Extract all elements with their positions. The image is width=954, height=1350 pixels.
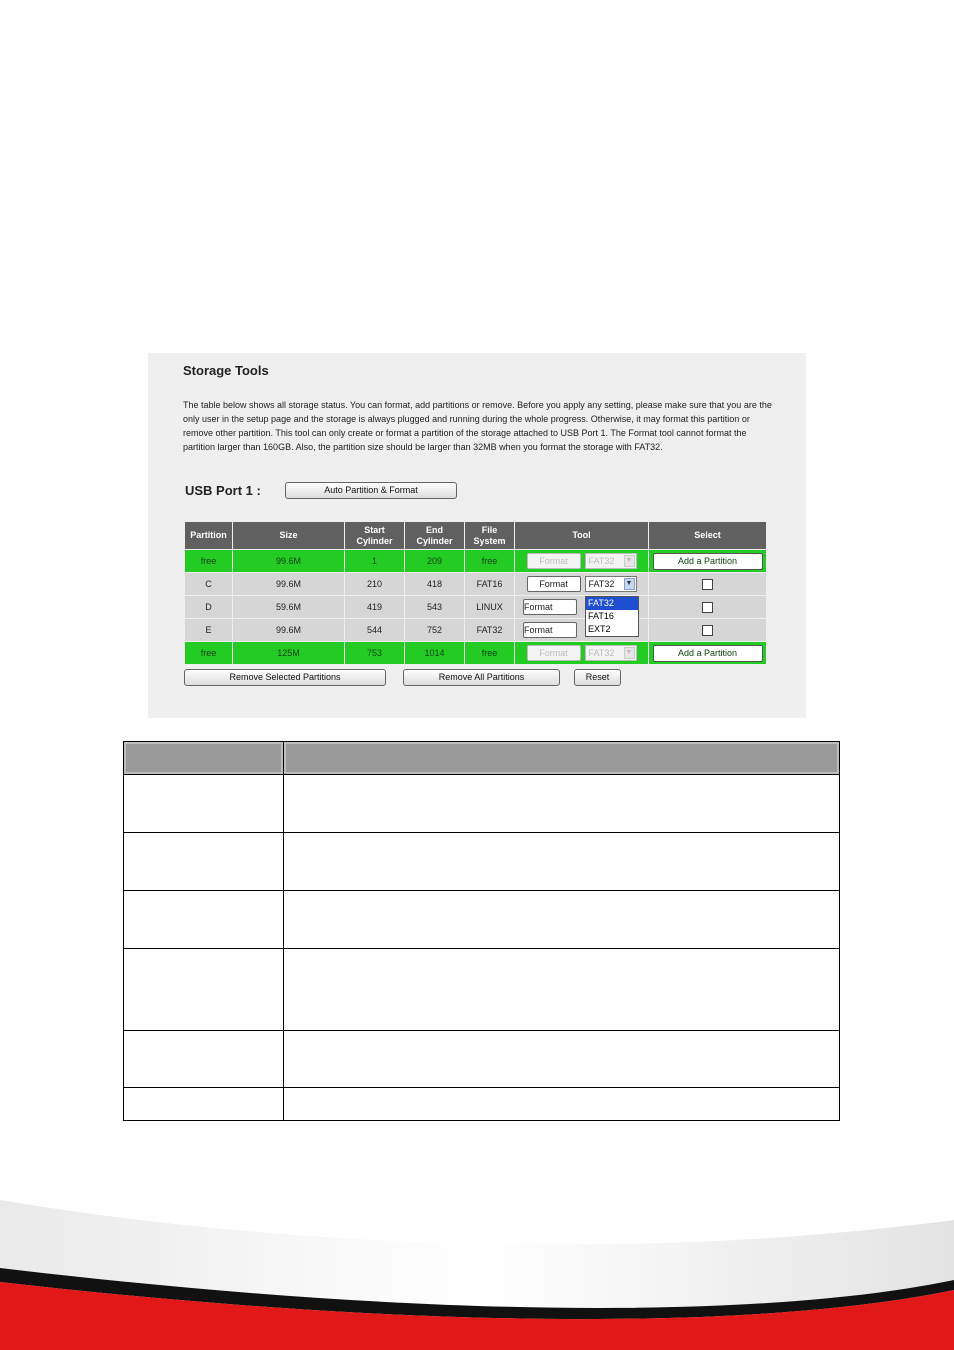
partition-table-header bbox=[185, 522, 767, 550]
footer-wave-decoration bbox=[0, 1190, 954, 1350]
table-row bbox=[185, 550, 767, 573]
col-start-cylinder: Start Cylinder bbox=[345, 522, 405, 550]
cell-size: 59.6M bbox=[233, 596, 345, 619]
cell-select bbox=[649, 619, 767, 642]
dropdown-option[interactable]: FAT16 bbox=[588, 611, 614, 621]
table-cell bbox=[124, 775, 284, 833]
cell-fs: FAT16 bbox=[465, 573, 515, 596]
col-file-system: File System bbox=[465, 522, 515, 550]
select-checkbox[interactable] bbox=[702, 625, 713, 636]
cell-fs: free bbox=[465, 642, 515, 665]
fs-select-value: FAT32 bbox=[588, 556, 615, 566]
cell-fs: LINUX bbox=[465, 596, 515, 619]
description-table bbox=[123, 741, 840, 1121]
cell-end: 209 bbox=[405, 550, 465, 573]
cell-select bbox=[649, 596, 767, 619]
table-cell bbox=[284, 1031, 840, 1088]
dropdown-option[interactable]: EXT2 bbox=[588, 624, 611, 634]
cell-partition: free bbox=[185, 642, 233, 665]
partition-table bbox=[184, 521, 767, 665]
add-partition-button[interactable]: Add a Partition bbox=[653, 645, 763, 662]
dropdown-option[interactable]: FAT32 bbox=[586, 597, 638, 610]
table-row bbox=[124, 1088, 840, 1121]
col-select: Select bbox=[649, 522, 767, 550]
cell-size: 99.6M bbox=[233, 619, 345, 642]
col-partition: Partition bbox=[185, 522, 233, 550]
cell-start: 419 bbox=[345, 596, 405, 619]
fs-dropdown-list bbox=[585, 596, 639, 637]
fs-select-value: FAT32 bbox=[588, 648, 615, 658]
cell-size: 125M bbox=[233, 642, 345, 665]
cell-start: 1 bbox=[345, 550, 405, 573]
table-cell bbox=[284, 949, 840, 1031]
cell-end: 418 bbox=[405, 573, 465, 596]
fs-select-value: FAT32 bbox=[588, 579, 615, 589]
remove-selected-partitions-button[interactable]: Remove Selected Partitions bbox=[184, 669, 386, 686]
table-row bbox=[124, 891, 840, 949]
cell-fs: FAT32 bbox=[465, 619, 515, 642]
table-cell bbox=[284, 891, 840, 949]
remove-all-partitions-button[interactable]: Remove All Partitions bbox=[403, 669, 560, 686]
storage-tools-description: The table below shows all storage status. You can format, add partitions or remove. Before you apply any setting, please make sure that you are the only user in the setup page and the storage is always plugged and running during the whole progress. Otherwise, it may format this partition or remove other partition. This tool can only create or format a partition of the storage attached to USB Port 1. The Format tool cannot format the partition larger than 160GB. Also, the partition size should be larger than 32MB when you format the storage with FAT32. bbox=[183, 400, 772, 452]
table-row bbox=[185, 573, 767, 596]
storage-tools-title: Storage Tools bbox=[183, 363, 269, 378]
cell-end: 752 bbox=[405, 619, 465, 642]
cell-end: 1014 bbox=[405, 642, 465, 665]
cell-start: 210 bbox=[345, 573, 405, 596]
cell-fs: free bbox=[465, 550, 515, 573]
table-row bbox=[185, 596, 767, 619]
cell-start: 753 bbox=[345, 642, 405, 665]
format-button[interactable]: Format bbox=[527, 553, 581, 569]
col-size: Size bbox=[233, 522, 345, 550]
cell-end: 543 bbox=[405, 596, 465, 619]
table-cell bbox=[284, 1088, 840, 1121]
description-table-header bbox=[124, 742, 840, 775]
cell-partition: E bbox=[185, 619, 233, 642]
chevron-down-icon: ▼ bbox=[624, 647, 635, 659]
reset-button[interactable]: Reset bbox=[574, 669, 621, 686]
table-cell bbox=[284, 833, 840, 891]
add-partition-button[interactable]: Add a Partition bbox=[653, 553, 763, 570]
table-row bbox=[185, 642, 767, 665]
table-cell bbox=[124, 1031, 284, 1088]
cell-select bbox=[649, 573, 767, 596]
auto-partition-format-button[interactable]: Auto Partition & Format bbox=[285, 482, 457, 499]
select-checkbox[interactable] bbox=[702, 579, 713, 590]
table-row bbox=[124, 1031, 840, 1088]
format-button[interactable]: Format bbox=[523, 599, 577, 615]
table-row bbox=[124, 833, 840, 891]
cell-tool bbox=[515, 642, 649, 665]
chevron-down-icon: ▼ bbox=[624, 578, 635, 590]
cell-tool bbox=[515, 573, 649, 596]
table-row bbox=[124, 949, 840, 1031]
fs-select[interactable] bbox=[585, 553, 637, 569]
chevron-down-icon: ▼ bbox=[624, 555, 635, 567]
table-cell bbox=[124, 949, 284, 1031]
col-tool: Tool bbox=[515, 522, 649, 550]
table-cell bbox=[124, 891, 284, 949]
cell-size: 99.6M bbox=[233, 573, 345, 596]
table-cell bbox=[284, 775, 840, 833]
cell-partition: D bbox=[185, 596, 233, 619]
table-row bbox=[185, 619, 767, 642]
table-cell bbox=[124, 833, 284, 891]
header-cell bbox=[284, 742, 840, 775]
table-cell bbox=[124, 1088, 284, 1121]
fs-select[interactable] bbox=[585, 576, 637, 592]
fs-select[interactable] bbox=[585, 645, 637, 661]
format-button[interactable]: Format bbox=[527, 645, 581, 661]
cell-select bbox=[649, 550, 767, 573]
cell-partition: C bbox=[185, 573, 233, 596]
format-button[interactable]: Format bbox=[523, 622, 577, 638]
cell-partition: free bbox=[185, 550, 233, 573]
cell-select bbox=[649, 642, 767, 665]
format-button[interactable]: Format bbox=[527, 576, 581, 592]
cell-start: 544 bbox=[345, 619, 405, 642]
select-checkbox[interactable] bbox=[702, 602, 713, 613]
col-end-cylinder: End Cylinder bbox=[405, 522, 465, 550]
header-cell bbox=[124, 742, 284, 775]
usb-port-label: USB Port 1 : bbox=[185, 483, 261, 498]
storage-tools-screenshot bbox=[148, 353, 806, 718]
table-row bbox=[124, 775, 840, 833]
cell-tool bbox=[515, 550, 649, 573]
cell-size: 99.6M bbox=[233, 550, 345, 573]
